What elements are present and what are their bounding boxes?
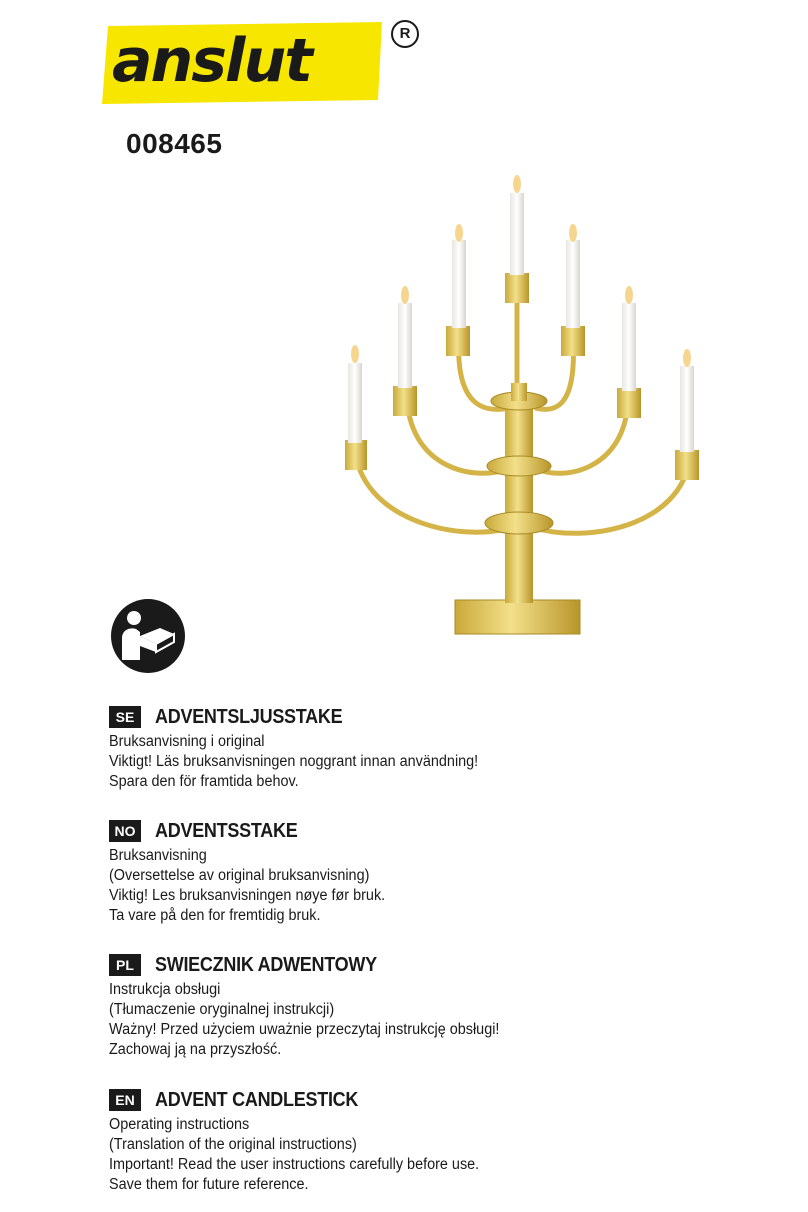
language-badge: EN (109, 1089, 141, 1111)
language-badge: PL (109, 954, 141, 976)
section-se (109, 704, 769, 792)
section-line: Operating instructions (109, 1116, 250, 1133)
section-line: Viktigt! Läs bruksanvisningen noggrant innan användning! (109, 753, 479, 770)
section-title: ADVENTSSTAKE (155, 819, 298, 842)
section-line: Instrukcja obsługi (109, 981, 221, 998)
section-line: Spara den för framtida behov. (109, 773, 299, 790)
section-line: Bruksanvisning (109, 847, 207, 864)
section-pl (109, 952, 769, 1060)
language-badge: NO (109, 820, 141, 842)
section-en (109, 1087, 769, 1195)
section-line: Save them for future reference. (109, 1176, 309, 1193)
section-no (109, 818, 769, 926)
section-title: SWIECZNIK ADWENTOWY (155, 953, 377, 976)
section-line: Bruksanvisning i original (109, 733, 265, 750)
section-line: Ta vare på den for fremtidig bruk. (109, 907, 321, 924)
section-title: ADVENTSLJUSSTAKE (155, 705, 343, 728)
language-badge: SE (109, 706, 141, 728)
section-line: (Oversettelse av original bruksanvisning) (109, 867, 370, 884)
section-title: ADVENT CANDLESTICK (155, 1088, 359, 1111)
read-manual-icon (110, 598, 186, 674)
section-line: Zachowaj ją na przyszłość. (109, 1041, 282, 1058)
candlestick-illustration (335, 168, 710, 643)
section-line: (Translation of the original instructions) (109, 1136, 357, 1153)
section-line: Viktig! Les bruksanvisningen nøye før bruk. (109, 887, 386, 904)
article-number: 008465 (126, 128, 223, 159)
brand-logo (100, 20, 390, 106)
section-line: Important! Read the user instructions carefully before use. (109, 1156, 480, 1173)
section-line: (Tłumaczenie oryginalnej instrukcji) (109, 1001, 335, 1018)
brand-name: anslut (112, 26, 311, 96)
section-line: Ważny! Przed użyciem uważnie przeczytaj instrukcję obsługi! (109, 1021, 500, 1038)
registered-mark: R (391, 20, 419, 48)
